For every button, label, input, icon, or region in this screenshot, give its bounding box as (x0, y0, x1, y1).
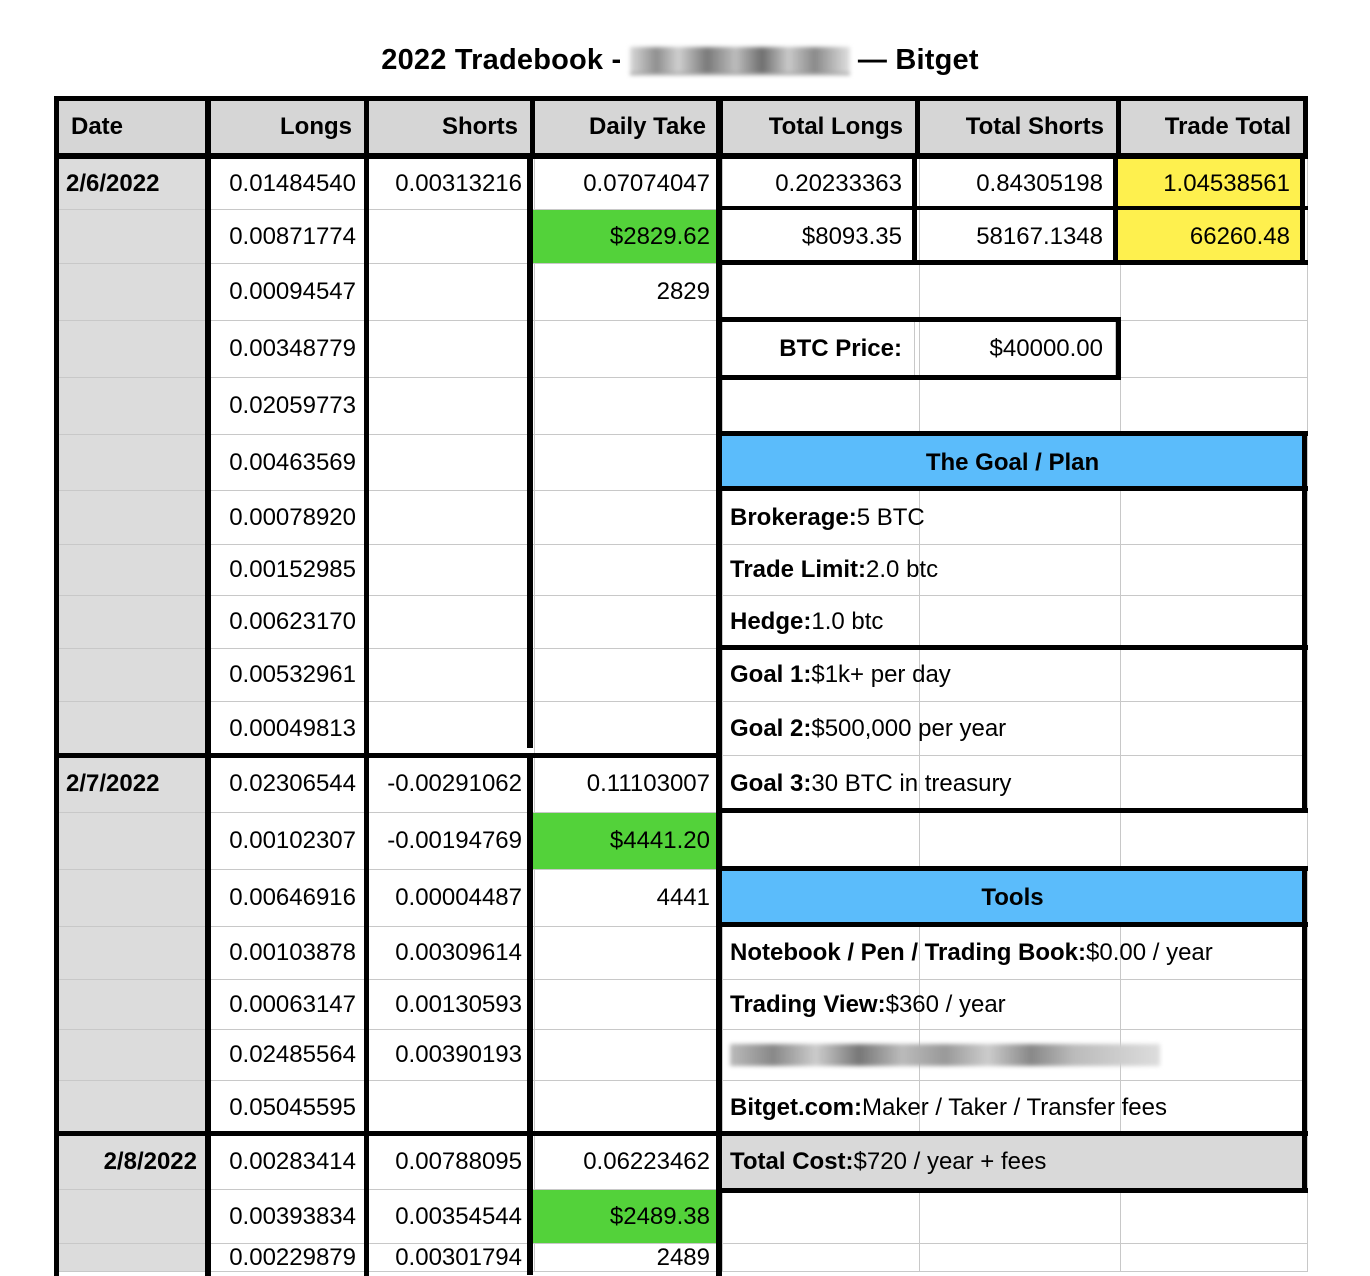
tool-key: Notebook / Pen / Trading Book: (730, 939, 1087, 966)
totals-divider (1113, 158, 1118, 264)
daily-take-cell[interactable]: 2829 (530, 264, 723, 321)
header-total-longs[interactable]: Total Longs (718, 96, 920, 158)
longs-cell[interactable]: 0.00646916 (205, 870, 369, 927)
longs-cell[interactable]: 0.00623170 (205, 596, 369, 649)
totals-divider (718, 260, 1308, 265)
header-trade-total[interactable]: Trade Total (1116, 96, 1308, 158)
title-suffix: — Bitget (857, 44, 979, 76)
daily-take-cell[interactable] (530, 927, 723, 980)
daily-take-cell[interactable]: $2489.38 (530, 1190, 723, 1244)
tool-item[interactable] (718, 980, 1308, 1030)
column-divider (54, 96, 59, 1276)
shorts-cell[interactable]: 0.00788095 (364, 1135, 535, 1190)
date-cell[interactable] (54, 1190, 210, 1244)
empty-cell[interactable] (1116, 378, 1308, 435)
shorts-cell[interactable]: 0.00390193 (364, 1030, 535, 1081)
longs-cell[interactable]: 0.00348779 (205, 321, 369, 378)
longs-cell[interactable]: 0.00393834 (205, 1190, 369, 1244)
date-cell[interactable] (54, 321, 210, 378)
header-total-shorts[interactable]: Total Shorts (915, 96, 1121, 158)
daily-take-cell[interactable] (530, 702, 723, 756)
longs-cell[interactable]: 0.00102307 (205, 813, 369, 870)
goal-box-border (718, 431, 1308, 436)
total-longs-usd-cell[interactable] (718, 210, 915, 264)
empty-cell[interactable] (1116, 321, 1308, 378)
shorts-cell[interactable]: -0.00291062 (364, 756, 535, 813)
goal-item-key: Goal 3: (730, 770, 812, 797)
empty-cell[interactable] (915, 1244, 1121, 1272)
daily-take-cell[interactable] (530, 596, 723, 649)
shorts-cell[interactable]: 0.00354544 (364, 1190, 535, 1244)
empty-cell[interactable] (1116, 264, 1308, 321)
column-divider (205, 96, 211, 1276)
goal-item-value: 2.0 btc (866, 556, 939, 583)
shorts-cell[interactable] (364, 210, 535, 264)
daily-take-cell[interactable]: 0.11103007 (530, 756, 723, 813)
date-cell[interactable] (54, 927, 210, 980)
shorts-cell[interactable] (364, 545, 535, 596)
btc-box-border (718, 375, 1121, 380)
goal-box-border (718, 808, 1308, 813)
total-longs: 0.20233363 (775, 169, 902, 197)
shorts-cell[interactable] (364, 702, 535, 756)
column-divider (527, 1135, 533, 1275)
longs-cell[interactable]: 0.00103878 (205, 927, 369, 980)
date-cell[interactable] (54, 1081, 210, 1135)
shorts-cell[interactable] (364, 264, 535, 321)
tool-value: Maker / Taker / Transfer fees (862, 1093, 1168, 1121)
empty-cell[interactable] (718, 1190, 920, 1244)
empty-cell[interactable] (1116, 1244, 1308, 1272)
date-cell[interactable] (54, 1030, 210, 1081)
tool-item[interactable] (718, 1081, 1308, 1135)
daily-take-cell[interactable] (530, 545, 723, 596)
longs-cell[interactable]: 0.00063147 (205, 980, 369, 1030)
empty-cell[interactable] (718, 264, 920, 321)
shorts-cell[interactable] (364, 321, 535, 378)
goal-item-value: 30 BTC in treasury (811, 770, 1012, 797)
header-date[interactable]: Date (54, 96, 210, 158)
totals-divider (1300, 158, 1305, 264)
shorts-cell[interactable] (364, 1081, 535, 1135)
total-cost-value: $720 / year + fees (853, 1148, 1047, 1175)
title-text: 2022 Tradebook - (381, 44, 622, 76)
longs-cell[interactable]: 0.02059773 (205, 378, 369, 435)
btc-price-value: $40000.00 (989, 335, 1103, 362)
tools-box-border (718, 1131, 1308, 1136)
tools-box-border (718, 922, 1308, 927)
date-cell[interactable] (54, 210, 210, 264)
longs-cell[interactable]: 0.00049813 (205, 702, 369, 756)
shorts-cell[interactable] (364, 491, 535, 545)
date-cell[interactable] (54, 813, 210, 870)
totals-divider (718, 206, 1308, 210)
shorts-cell[interactable] (364, 378, 535, 435)
longs-cell[interactable]: 0.00463569 (205, 435, 369, 491)
shorts-cell[interactable]: 0.00309614 (364, 927, 535, 980)
column-divider (364, 158, 369, 1276)
goal-item[interactable] (718, 491, 1308, 545)
date-cell[interactable] (54, 870, 210, 927)
daily-take-cell[interactable]: $2829.62 (530, 210, 723, 264)
longs-cell[interactable]: 0.05045595 (205, 1081, 369, 1135)
column-divider (527, 753, 533, 1135)
date-cell[interactable] (54, 980, 210, 1030)
total-shorts-usd: 58167.1348 (976, 222, 1103, 250)
goal-box-border (1302, 431, 1307, 813)
total-longs-cell[interactable] (718, 158, 915, 210)
date-cell[interactable]: 2/8/2022 (54, 1135, 210, 1190)
daily-take-cell[interactable] (530, 1081, 723, 1135)
tool-value: $0.00 / year (1086, 939, 1213, 966)
column-divider (527, 158, 533, 748)
longs-cell[interactable]: 0.00078920 (205, 491, 369, 545)
date-cell[interactable] (54, 378, 210, 435)
goal-item[interactable] (718, 649, 1308, 702)
daily-take-cell[interactable] (530, 378, 723, 435)
goal-box-border (718, 486, 1308, 491)
group-divider (54, 1131, 722, 1136)
empty-cell[interactable] (915, 264, 1121, 321)
empty-cell[interactable] (915, 813, 1121, 870)
empty-cell[interactable] (1116, 813, 1308, 870)
goal-item[interactable] (718, 702, 1308, 756)
date-cell[interactable] (54, 435, 210, 491)
tools-heading: Tools (981, 884, 1044, 911)
trade-total-cell[interactable] (1116, 158, 1303, 210)
daily-take-cell[interactable] (530, 649, 723, 702)
date-cell[interactable] (54, 545, 210, 596)
empty-cell[interactable] (718, 1244, 920, 1272)
shorts-cell[interactable] (364, 596, 535, 649)
goal-item-value: $500,000 per year (811, 714, 1007, 742)
header-divider (54, 154, 1308, 159)
daily-take-cell[interactable] (530, 491, 723, 545)
goal-item-value: 1.0 btc (811, 608, 884, 635)
redacted-name (630, 47, 850, 75)
tool-item[interactable] (718, 1030, 1308, 1081)
tools-box-border (718, 1188, 1308, 1193)
daily-take-cell[interactable] (530, 435, 723, 491)
shorts-cell[interactable]: -0.00194769 (364, 813, 535, 870)
empty-cell[interactable] (915, 378, 1121, 435)
tools-heading-cell[interactable] (718, 870, 1308, 927)
goal-item[interactable] (718, 596, 1308, 649)
btc-price-label: BTC Price: (779, 335, 902, 362)
goal-heading: The Goal / Plan (925, 448, 1100, 476)
date-cell[interactable] (54, 1244, 210, 1272)
totals-divider (912, 158, 917, 264)
btc-box-border (718, 317, 1121, 322)
daily-take-cell[interactable]: $4441.20 (530, 813, 723, 870)
longs-cell[interactable]: 0.00229879 (205, 1244, 369, 1272)
goal-box-border (718, 645, 1308, 650)
daily-take-cell[interactable] (530, 321, 723, 378)
goal-item-value: $1k+ per day (811, 661, 951, 688)
longs-cell[interactable]: 0.02306544 (205, 756, 369, 813)
longs-cell[interactable]: 0.00152985 (205, 545, 369, 596)
daily-take-cell[interactable]: 0.06223462 (530, 1135, 723, 1190)
goal-item[interactable] (718, 545, 1308, 596)
tools-box-border (1302, 866, 1307, 1193)
longs-cell[interactable]: 0.00532961 (205, 649, 369, 702)
btc-price-value-cell[interactable] (915, 321, 1116, 378)
daily-take-cell[interactable]: 0.07074047 (530, 158, 723, 210)
longs-cell[interactable]: 0.00283414 (205, 1135, 369, 1190)
shorts-cell[interactable] (364, 649, 535, 702)
header-shorts[interactable]: Shorts (364, 96, 535, 158)
shorts-cell[interactable]: 0.00004487 (364, 870, 535, 927)
btc-box-border (1116, 317, 1121, 380)
page-title (0, 44, 1360, 77)
group-divider (54, 753, 722, 758)
goal-item-key: Goal 1: (730, 661, 812, 688)
header-row (54, 96, 1308, 158)
goal-item-value: 5 BTC (856, 503, 925, 531)
total-cost-cell[interactable] (718, 1135, 1308, 1190)
trade-total: 1.04538561 (1163, 169, 1290, 197)
goal-item-key: Trade Limit: (730, 556, 867, 583)
daily-take-cell[interactable] (530, 980, 723, 1030)
header-longs[interactable]: Longs (205, 96, 369, 158)
header-daily-take[interactable]: Daily Take (530, 96, 723, 158)
date-cell[interactable] (54, 596, 210, 649)
total-shorts-usd-cell[interactable] (915, 210, 1116, 264)
total-longs-usd: $8093.35 (801, 222, 902, 250)
goal-heading-cell[interactable] (718, 435, 1308, 491)
longs-cell[interactable]: 0.00094547 (205, 264, 369, 321)
longs-cell[interactable]: 0.02485564 (205, 1030, 369, 1081)
trade-total-usd-cell[interactable] (1116, 210, 1303, 264)
longs-cell[interactable]: 0.00871774 (205, 210, 369, 264)
shorts-cell[interactable]: 0.00130593 (364, 980, 535, 1030)
date-cell[interactable] (54, 702, 210, 756)
column-divider (716, 96, 722, 1276)
btc-price-label-cell[interactable] (718, 321, 915, 378)
daily-take-cell[interactable]: 2489 (530, 1244, 723, 1272)
trade-total-usd: 66260.48 (1189, 222, 1290, 250)
shorts-cell[interactable]: 0.00301794 (364, 1244, 535, 1272)
empty-cell[interactable] (915, 1190, 1121, 1244)
empty-cell[interactable] (1116, 1190, 1308, 1244)
empty-cell[interactable] (718, 378, 920, 435)
tool-key: Trading View: (730, 990, 886, 1018)
tool-value: $360 / year (885, 990, 1006, 1018)
total-shorts: 0.84305198 (976, 169, 1103, 197)
date-cell[interactable] (54, 491, 210, 545)
tools-box-border (718, 866, 1308, 871)
date-cell[interactable]: 2/6/2022 (54, 158, 210, 210)
shorts-cell[interactable] (364, 435, 535, 491)
shorts-cell[interactable]: 0.00313216 (364, 158, 535, 210)
longs-cell[interactable]: 0.01484540 (205, 158, 369, 210)
total-cost-key: Total Cost: (730, 1148, 854, 1175)
date-cell[interactable] (54, 649, 210, 702)
total-shorts-cell[interactable] (915, 158, 1116, 210)
daily-take-cell[interactable] (530, 1030, 723, 1081)
daily-take-cell[interactable]: 4441 (530, 870, 723, 927)
goal-item-key: Brokerage: (730, 503, 857, 531)
redacted-tool (730, 1044, 1160, 1066)
date-cell[interactable]: 2/7/2022 (54, 756, 210, 813)
empty-cell[interactable] (718, 813, 920, 870)
date-cell[interactable] (54, 264, 210, 321)
goal-item-key: Hedge: (730, 608, 812, 635)
goal-item-key: Goal 2: (730, 714, 812, 742)
tool-key: Bitget.com: (730, 1093, 862, 1121)
goal-item[interactable] (718, 756, 1308, 813)
tool-item[interactable] (718, 927, 1308, 980)
